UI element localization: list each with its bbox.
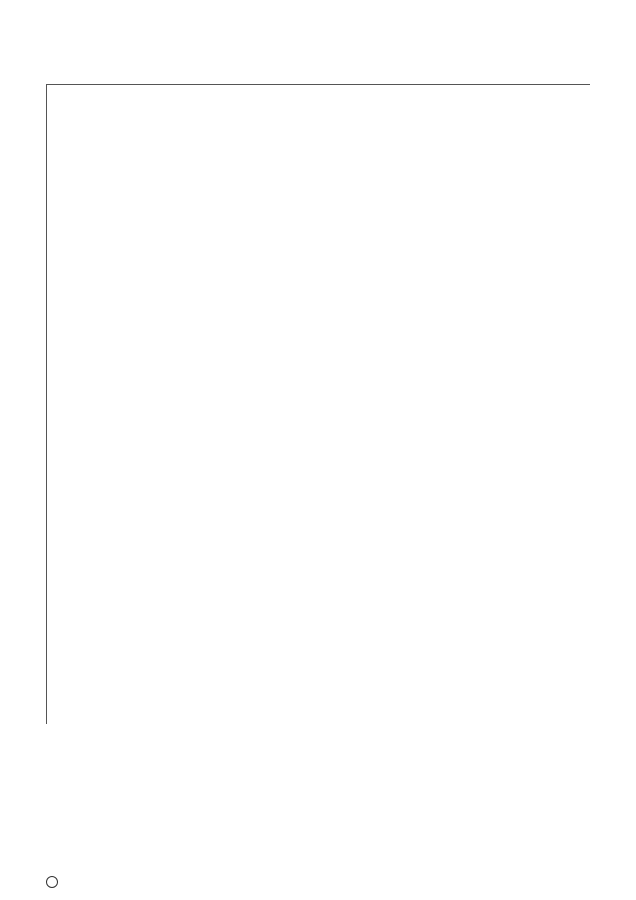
- edition-footer: [46, 876, 61, 888]
- footnotes: [46, 727, 68, 738]
- catalog-grid-bottom: [46, 324, 590, 724]
- catalog-grid-top: [46, 84, 590, 325]
- company-logo-icon: [46, 876, 58, 888]
